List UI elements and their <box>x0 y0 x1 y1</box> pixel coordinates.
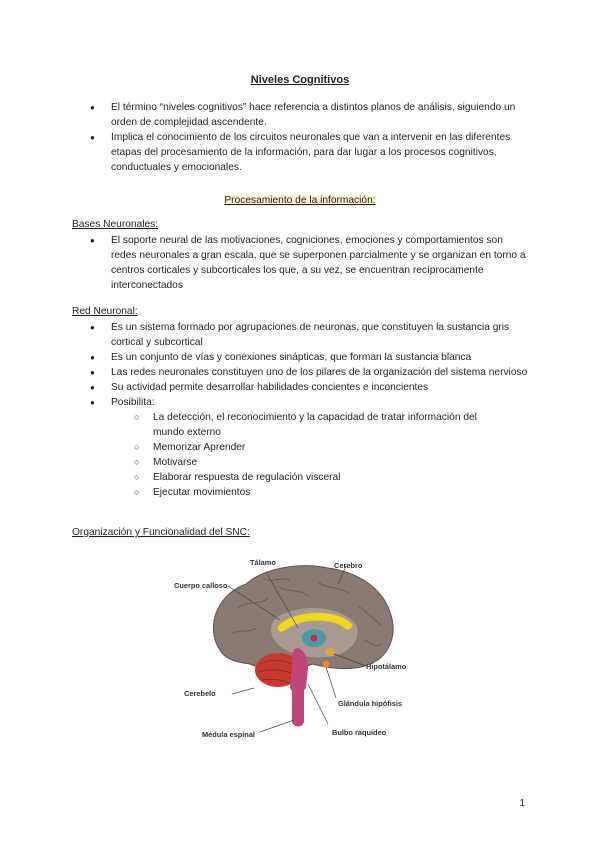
brain-illustration <box>168 548 440 748</box>
sub-list-item: ○ Ejecutar movimientos <box>134 485 489 500</box>
sub-list-item: ○ Elaborar respuesta de regulación visceral <box>134 470 489 485</box>
hypothalamus-shape <box>325 648 335 656</box>
red-list <box>90 320 530 500</box>
possibilita-label: Posibilita: <box>111 397 155 408</box>
list-item: ● Es un sistema formado por agrupaciones de neuronas, que constituyen la sustancia gris cortical y subcortical <box>90 320 530 350</box>
label-talamo: Tálamo <box>250 558 276 567</box>
label-bulbo: Bulbo raquídeo <box>332 728 387 737</box>
bases-heading: Bases Neuronales: <box>72 219 159 230</box>
list-item: ● Es un conjunto de vías y conexiones sinápticas, que forman la sustancia blanca <box>90 350 530 365</box>
label-medula: Médula espinal <box>202 730 255 739</box>
bases-list <box>90 233 530 293</box>
possibilita-list <box>134 410 489 500</box>
section-heading: Procesamiento de la información: <box>224 195 376 206</box>
sub-list-item: ○ Motivarse <box>134 455 489 470</box>
list-item: ● Las redes neuronales constituyen uno de los pilares de la organización del sistema nervioso <box>90 365 530 380</box>
label-cuerpo-calloso: Cuerpo calloso <box>174 581 228 590</box>
intro-list <box>90 100 535 175</box>
spinal-cord-shape <box>292 688 304 727</box>
brain-diagram <box>168 548 440 748</box>
list-item: ● El término “niveles cognitivos” hace referencia a distintos planos de análisis, siguiendo un orden de complejidad ascendente. <box>90 100 535 130</box>
page-title: Niveles Cognitivos <box>250 74 350 86</box>
snc-heading: Organización y Funcionalidad del SNC: <box>72 527 250 538</box>
list-item <box>90 395 530 500</box>
list-item: ● Su actividad permite desarrollar habilidades concientes e inconcientes <box>90 380 530 395</box>
list-item: ● Implica el conocimiento de los circuitos neuronales que van a intervenir en las diferentes etapas del procesamiento de la información, para dar lugar a los procesos cognitivos, conductuales y emocionales. <box>90 130 535 175</box>
label-hipotalamo: Hipotálamo <box>366 662 407 671</box>
label-cerebro: Cerebro <box>334 561 363 570</box>
pituitary-shape <box>323 661 330 668</box>
red-heading: Red Neuronal: <box>72 306 138 317</box>
label-glandula: Glándula hipófisis <box>338 699 403 708</box>
sub-list-item: ○ La detección, el reconocimiento y la capacidad de tratar información del mundo externo <box>134 410 489 440</box>
page-number: 1 <box>519 798 525 809</box>
section-heading-wrap <box>0 190 600 208</box>
list-item: ● El soporte neural de las motivaciones, cogniciones, emociones y comportamientos son redes neuronales a gran escala, que se superponen parcialmente y se organizan en torno a centros corticales y subcorticales los que, a su vez, se encuentran recíprocamente interconectados <box>90 233 530 293</box>
thalamus-core <box>311 635 318 642</box>
sub-list-item: ○ Memorizar Aprender <box>134 440 489 455</box>
label-cerebelo: Cerebelo <box>184 689 216 698</box>
